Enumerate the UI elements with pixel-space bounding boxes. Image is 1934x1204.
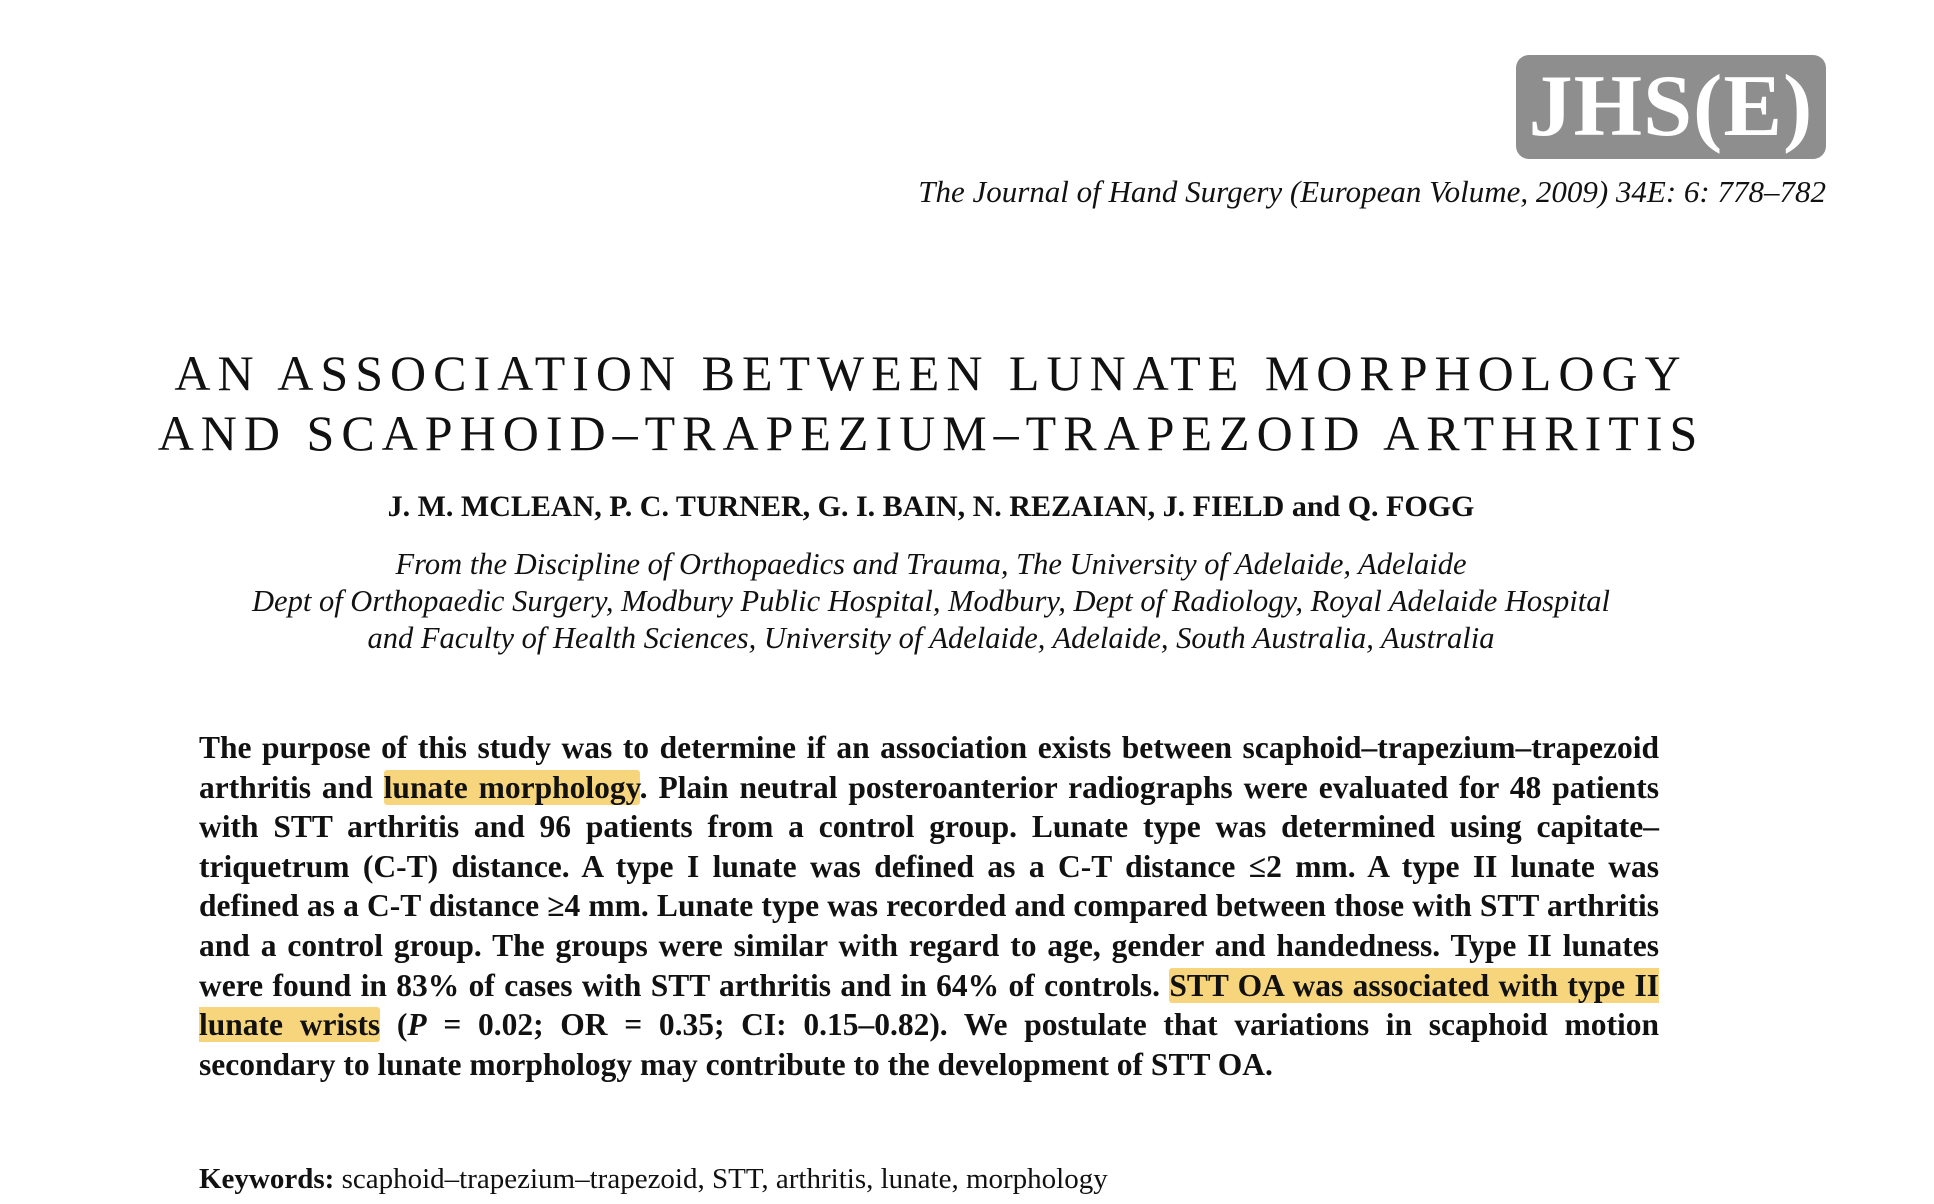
paper-title-line-2: AND SCAPHOID–TRAPEZIUM–TRAPEZOID ARTHRITIS (157, 405, 1705, 461)
journal-logo (1516, 55, 1826, 159)
abstract-text-1: The purpose of this study was to determine if an association exists between scaphoid–trapezium–trapezoid arthritis and (199, 730, 1659, 805)
highlight-stt-oa-finding: STT OA was associated with type II lunate wrists (199, 967, 1659, 1043)
affiliation-line-1: From the Discipline of Orthopaedics and Trauma, The University of Adelaide, Adelaide (395, 547, 1467, 581)
paper-title-line-1: AN ASSOCIATION BETWEEN LUNATE MORPHOLOGY (174, 345, 1688, 401)
journal-citation: The Journal of Hand Surgery (European Volume, 2009) 34E: 6: 778–782 (918, 174, 1826, 209)
abstract-text-3: ( (380, 1007, 408, 1043)
highlight-lunate-morphology: lunate morphology (383, 769, 640, 805)
abstract-text-2: . Plain neutral posteroanterior radiographs were evaluated for 48 patients with STT arthritis and 96 patients from a control group. Lunate type was determined using capitate–triquetrum (C-T) distance. A type I lunate was defined as a C-T distance ≤2 mm. A type II lunate was defined as a C-T distance ≥4 mm. Lunate type was recorded and compared between those with STT arthritis and a control group. The groups were similar with regard to age, gender and handedness. Type II lunates were found in 83% of cases with STT arthritis and in 64% of controls. (199, 769, 1659, 1003)
p-value-symbol: P (407, 1007, 427, 1043)
abstract (199, 728, 1659, 1084)
journal-logo-text: JHS(E) (1528, 58, 1814, 155)
affiliation-line-3: and Faculty of Health Sciences, University of Adelaide, Adelaide, South Australia, Australia (367, 621, 1495, 655)
abstract-text-4: = 0.02; OR = 0.35; CI: 0.15–0.82). We postulate that variations in scaphoid motion secondary to lunate morphology may contribute to the development of STT OA. (199, 1007, 1659, 1082)
keywords (199, 1163, 1108, 1196)
keywords-text: scaphoid–trapezium–trapezoid, STT, arthritis, lunate, morphology (334, 1163, 1108, 1195)
author-list: J. M. MCLEAN, P. C. TURNER, G. I. BAIN, N. REZAIAN, J. FIELD and Q. FOGG (387, 490, 1475, 523)
affiliation-line-2: Dept of Orthopaedic Surgery, Modbury Public Hospital, Modbury, Dept of Radiology, Royal Adelaide Hospital (252, 584, 1610, 618)
keywords-label: Keywords: (199, 1163, 335, 1195)
